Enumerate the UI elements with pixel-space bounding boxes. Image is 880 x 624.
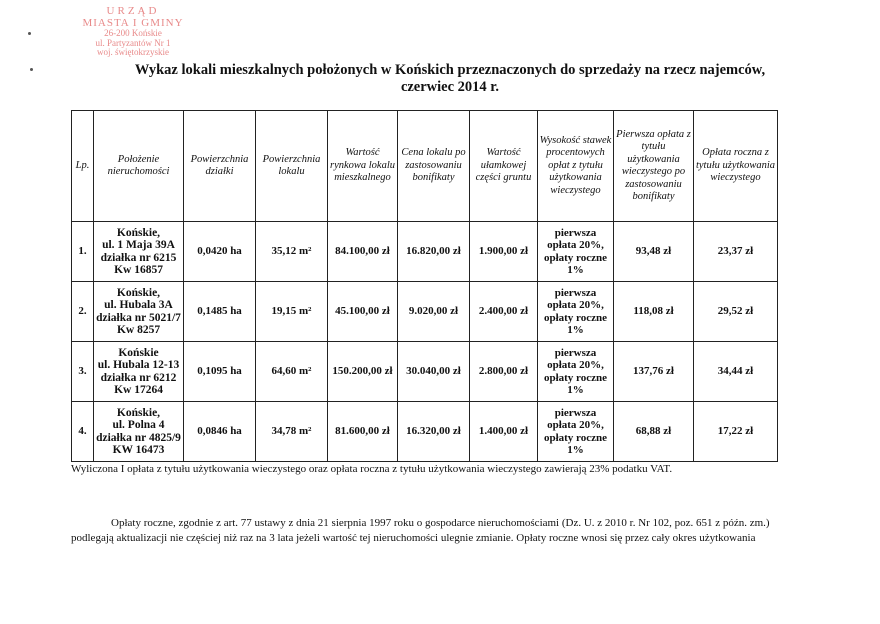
rates-line: opłata 20%, [547,359,604,371]
lp-cell: 1. [72,222,94,282]
office-stamp [72,6,194,57]
discounted-price-cell: 16.820,00 zł [398,222,470,282]
vat-footnote: Wyliczona I opłata z tytułu użytkowania wieczystego oraz opłata roczna z tytułu użytkowania wieczystego zawierają 23% podatku VAT. [71,463,673,475]
location-cell [94,402,184,462]
location-line: Kw 16857 [114,264,163,276]
rates-line: pierwsza [554,346,597,359]
rates-line: opłaty roczne [543,371,608,384]
discounted-price-cell: 9.020,00 zł [398,282,470,342]
plot-area-cell: 0,0846 ha [184,402,256,462]
header-cell: Wartość ułamkowej części gruntu [470,111,538,222]
location-line: działka nr 4825/9 [96,431,181,444]
discounted-price-cell: 30.040,00 zł [398,342,470,402]
lp-cell: 4. [72,402,94,462]
location-line: ul. Hubala 12-13 [97,359,180,371]
annual-fee-cell: 29,52 zł [694,282,778,342]
market-value-cell: 45.100,00 zł [328,282,398,342]
table-row [72,282,778,342]
header-cell: Opłata roczna z tytułu użytkowania wieczystego [694,111,778,222]
first-fee-cell: 118,08 zł [614,282,694,342]
header-cell: Cena lokalu po zastosowaniu bonifikaty [398,111,470,222]
lp-cell: 2. [72,282,94,342]
rates-line: opłaty roczne [543,251,608,264]
location-line: Końskie, [116,226,161,239]
header-cell: Wysokość stawek procentowych opłat z tytułu użytkowania wieczystego [538,111,614,222]
title-line-2: czerwiec 2014 r. [400,79,500,95]
header-cell: Powierzchnia lokalu [256,111,328,222]
header-cell: Wartość rynkowa lokalu mieszkalnego [328,111,398,222]
stamp-line: MIASTA I GMINY [82,16,184,29]
rates-cell [538,222,614,282]
apartment-area-cell: 35,12 m² [256,222,328,282]
header-cell: Pierwsza opłata z tytułu użytkowania wieczystego po zastosowaniu bonifikaty [614,111,694,222]
location-line: działka nr 6212 [100,371,177,384]
location-line: Końskie [118,346,159,359]
location-line: Kw 17264 [114,384,163,396]
location-line: KW 16473 [112,444,165,456]
table-row [72,402,778,462]
table-row [72,342,778,402]
land-share-value-cell: 2.800,00 zł [470,342,538,402]
stamp-line: URZĄD [106,5,160,17]
location-line: ul. Polna 4 [112,419,165,431]
stamp-line: woj. świętokrzyskie [97,46,169,57]
location-line: Końskie, [116,406,161,419]
rates-cell [538,342,614,402]
location-line: działka nr 5021/7 [96,311,181,324]
plot-area-cell: 0,0420 ha [184,222,256,282]
header-cell: Położenie nieruchomości [94,111,184,222]
location-line: Końskie, [116,286,161,299]
rates-line: opłata 20%, [547,299,604,311]
header-cell: Lp. [72,111,94,222]
scan-speck [30,68,33,71]
location-line: Kw 8257 [116,324,161,336]
market-value-cell: 84.100,00 zł [328,222,398,282]
rates-line: 1% [567,264,584,276]
rates-line: 1% [567,384,584,396]
location-line: ul. Hubala 3A [104,299,173,311]
rates-cell [538,282,614,342]
location-cell [94,282,184,342]
rates-line: opłata 20%, [547,419,604,431]
land-share-value-cell: 1.900,00 zł [470,222,538,282]
location-cell [94,342,184,402]
header-cell: Powierzchnia działki [184,111,256,222]
annual-fees-paragraph [71,516,811,546]
apartment-area-cell: 64,60 m² [256,342,328,402]
table-header-row [72,111,778,222]
location-cell [94,222,184,282]
paragraph-line: Opłaty roczne, zgodnie z art. 77 ustawy z dnia 21 sierpnia 1997 roku o gospodarce nieruchomościami (Dz. U. z 2010 r. Nr 102, poz. 651 z późn. zm.) [111,517,770,529]
rates-line: pierwsza [554,226,597,239]
rates-line: opłaty roczne [543,311,608,324]
market-value-cell: 81.600,00 zł [328,402,398,462]
stamp-line: ul. Partyzantów Nr 1 [95,37,171,48]
apartments-table [71,110,778,462]
first-fee-cell: 68,88 zł [614,402,694,462]
annual-fee-cell: 17,22 zł [694,402,778,462]
land-share-value-cell: 1.400,00 zł [470,402,538,462]
plot-area-cell: 0,1095 ha [184,342,256,402]
title-line-1: Wykaz lokali mieszkalnych położonych w Końskich przeznaczonych do sprzedaży na rzecz najemców, [134,62,766,78]
market-value-cell: 150.200,00 zł [328,342,398,402]
apartment-area-cell: 19,15 m² [256,282,328,342]
document-title [70,62,830,96]
annual-fee-cell: 23,37 zł [694,222,778,282]
plot-area-cell: 0,1485 ha [184,282,256,342]
rates-line: opłaty roczne [543,431,608,444]
apartment-area-cell: 34,78 m² [256,402,328,462]
discounted-price-cell: 16.320,00 zł [398,402,470,462]
lp-cell: 3. [72,342,94,402]
paragraph-line: podlegają aktualizacji nie częściej niż raz na 3 lata jeżeli wartość tej nieruchomości ulegnie zmianie. Opłaty roczne wnosi się przez cały okres użytkowania [71,532,756,544]
location-line: działka nr 6215 [100,251,177,264]
land-share-value-cell: 2.400,00 zł [470,282,538,342]
table-row [72,222,778,282]
stamp-line: 26-200 Końskie [104,28,162,39]
rates-line: 1% [567,324,584,336]
first-fee-cell: 93,48 zł [614,222,694,282]
rates-line: pierwsza [554,406,597,419]
rates-line: opłata 20%, [547,239,604,251]
rates-cell [538,402,614,462]
first-fee-cell: 137,76 zł [614,342,694,402]
rates-line: pierwsza [554,286,597,299]
annual-fee-cell: 34,44 zł [694,342,778,402]
rates-line: 1% [567,444,584,456]
location-line: ul. 1 Maja 39A [102,239,175,251]
scan-speck [28,32,31,35]
